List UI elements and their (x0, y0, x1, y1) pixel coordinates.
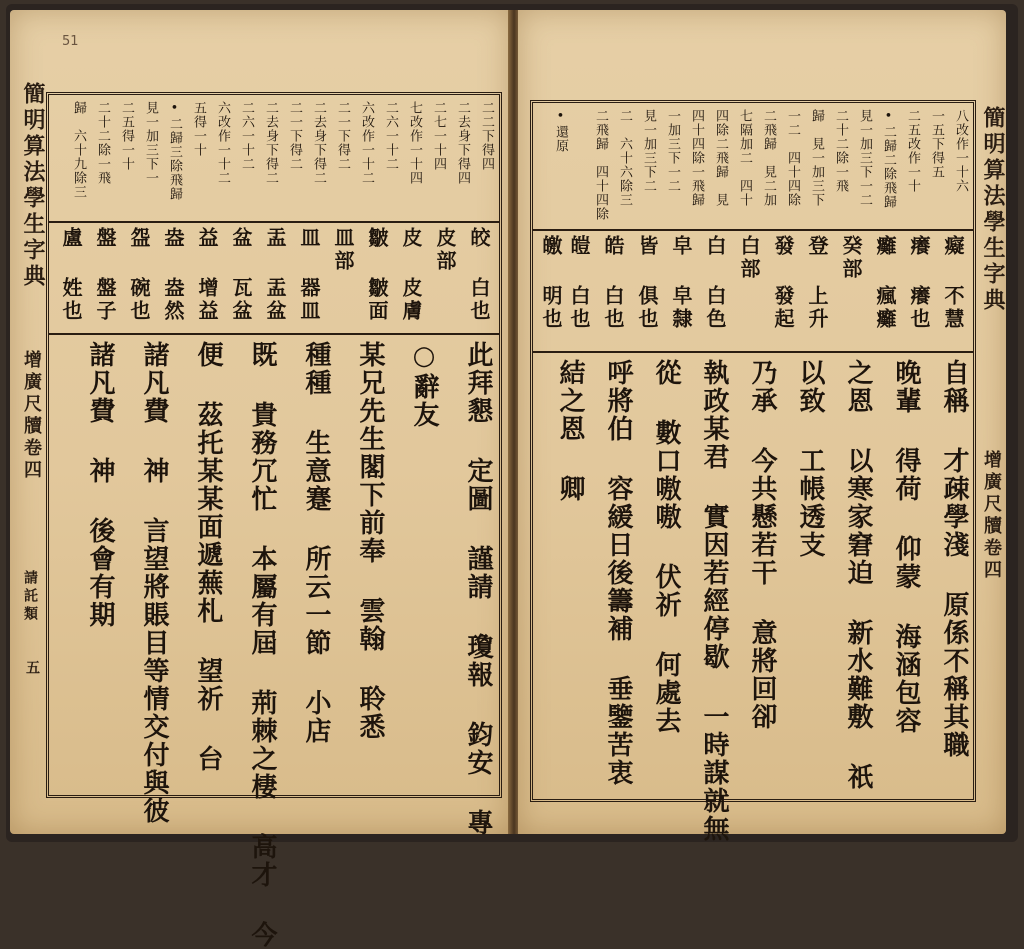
dict-entry: 癢 癢也 (907, 235, 931, 331)
left-band-title: 簡明算法學生字典 (20, 82, 46, 290)
math-line: 五得一十 (191, 101, 206, 157)
divider (533, 351, 973, 353)
math-line: 見一加三下二 (641, 109, 656, 193)
math-line: 二一下得二 (287, 101, 302, 171)
math-line: 見一加三下一 (143, 101, 158, 185)
left-band-section: 請託類 (22, 570, 38, 624)
dict-entry: 益 增益 (195, 227, 219, 323)
math-line: 七改作一十四 (407, 101, 422, 185)
letter-line: 乃承 今共懸若干 意將回卻 (747, 359, 777, 731)
dict-entry: 白 白色 (703, 235, 727, 331)
math-line: 六改作一十二 (359, 101, 374, 185)
dict-entry: 癱 瘋癱 (873, 235, 897, 331)
math-line: 二飛歸 四十四除 (593, 109, 608, 221)
dict-heading: 癸部 (839, 235, 863, 281)
letter-line: 便 茲托某某面遞蕪札 望祈 台 (193, 341, 223, 773)
dict-entry: 皺 皺面 (365, 227, 389, 323)
math-line: 二去身下得二 (263, 101, 278, 185)
left-band-sub: 增廣尺牘卷四 (21, 350, 42, 482)
math-line: 六改作一十二 (215, 101, 230, 185)
dict-entry: 盂 盂盆 (263, 227, 287, 323)
math-line: •二歸二除飛歸 (881, 109, 896, 209)
letter-line: 呼將伯 容緩日後籌補 垂鑒苦衷 (603, 359, 633, 787)
math-line: 歸 六十九除三 (71, 101, 86, 199)
letter-line: 之恩 以寒家窘迫 新水難敷 祇 (843, 359, 873, 791)
right-page (518, 10, 1006, 843)
dict-entry: 皎 白也 (467, 227, 491, 323)
dict-heading: 皮部 (433, 227, 457, 273)
dict-heading: 白部 (737, 235, 761, 281)
math-line: 歸 見一加三下 (809, 109, 824, 207)
math-line: 二五得一十 (119, 101, 134, 171)
letter-line: 種種 生意蹇 所云一節 小店 (301, 341, 331, 745)
math-line: 二去身下得二 (311, 101, 326, 185)
dict-entry: 盤 盤子 (93, 227, 117, 323)
letter-line: 以致 工帳透支 (795, 359, 825, 559)
dict-entry: 盎 盎然 (161, 227, 185, 323)
page-number: 51 (62, 34, 79, 49)
letter-line: 諸凡費 神 言望將賬目等情交付與彼 (139, 341, 169, 825)
left-text-frame (46, 92, 502, 949)
math-line: 七隔加二 四十 (737, 109, 752, 207)
math-line: 二十二除一飛 (95, 101, 110, 185)
right-band-title: 簡明算法學生字典 (980, 106, 1006, 314)
dict-entry: 皓 白也 (601, 235, 625, 331)
right-band-sub: 增廣尺牘卷四 (981, 450, 1002, 582)
math-line: 一五下得五 (929, 109, 944, 179)
math-line: 四除二飛歸 見 (713, 109, 728, 207)
math-line: 二六一十二 (383, 101, 398, 171)
math-line: 二二下得四 (479, 101, 494, 171)
dict-entry: 皆 俱也 (635, 235, 659, 331)
dict-entry: 盆 瓦盆 (229, 227, 253, 323)
divider (533, 229, 973, 231)
math-line: 一二 四十四除 (785, 109, 800, 207)
letter-line: 自稱 才疎學淺 原係不稱其職 (939, 359, 969, 759)
dict-entry: 發 發起 (771, 235, 795, 331)
letter-line: 結之恩 卿 (555, 359, 585, 503)
left-page (10, 10, 510, 949)
dict-entry: 皿 器皿 (297, 227, 321, 323)
math-line: 二六一十二 (239, 101, 254, 171)
math-line: 八改作一十六 (953, 109, 968, 193)
math-line: 二去身下得四 (455, 101, 470, 185)
book-spread (6, 4, 1018, 949)
divider (49, 221, 499, 223)
letter-line: ○辭友 (409, 341, 439, 429)
dict-entry: 皮 皮膚 (399, 227, 423, 323)
dict-entry: 盧 姓也 (59, 227, 83, 323)
divider (49, 333, 499, 335)
dict-entry: 癡 不慧 (941, 235, 965, 331)
dict-entry: 盌 碗也 (127, 227, 151, 323)
dict-heading: 皿部 (331, 227, 355, 273)
math-line: 二七一十四 (431, 101, 446, 171)
letter-line: 諸凡費 神 後會有期 (85, 341, 115, 629)
math-line: 一加三下一二 (665, 109, 680, 193)
letter-line: 晚輩 得荷 仰蒙 海涵包容 (891, 359, 921, 735)
right-text-frame (530, 100, 976, 843)
math-line: 二十二除一飛 (833, 109, 848, 193)
dict-entry: 登 上升 (805, 235, 829, 331)
math-line: •還原 (553, 109, 568, 153)
dict-entry: 皁 皁隸 (669, 235, 693, 331)
math-line: •二歸三除飛歸 (167, 101, 182, 201)
letter-line: 從 數口嗷嗷 伏祈 何處去 (651, 359, 681, 735)
math-line: 二 六十六除三 (617, 109, 632, 207)
letter-line: 執政某君 實因若經停歇 一時謀就無 (699, 359, 729, 843)
math-line: 四十四除一飛歸 (689, 109, 704, 207)
math-line: 二一下得二 (335, 101, 350, 171)
math-line: 二五改作一十 (905, 109, 920, 193)
math-line: 見一加三下一二 (857, 109, 872, 207)
dict-entry: 皦 明也 (539, 235, 563, 331)
math-line: 二飛歸 見二加 (761, 109, 776, 207)
letter-line: 某兄先生閣下前奉 雲翰 聆悉 (355, 341, 385, 741)
letter-line: 此拜懇 定圖 謹請 瓊報 鈞安 專 (463, 341, 493, 837)
left-band-page: 五 (24, 660, 40, 678)
letter-line: 既 貴務冗忙 本屬有屆 荊棘之棲 高才 今 (247, 341, 277, 949)
dict-entry: 皚 白也 (567, 235, 591, 331)
